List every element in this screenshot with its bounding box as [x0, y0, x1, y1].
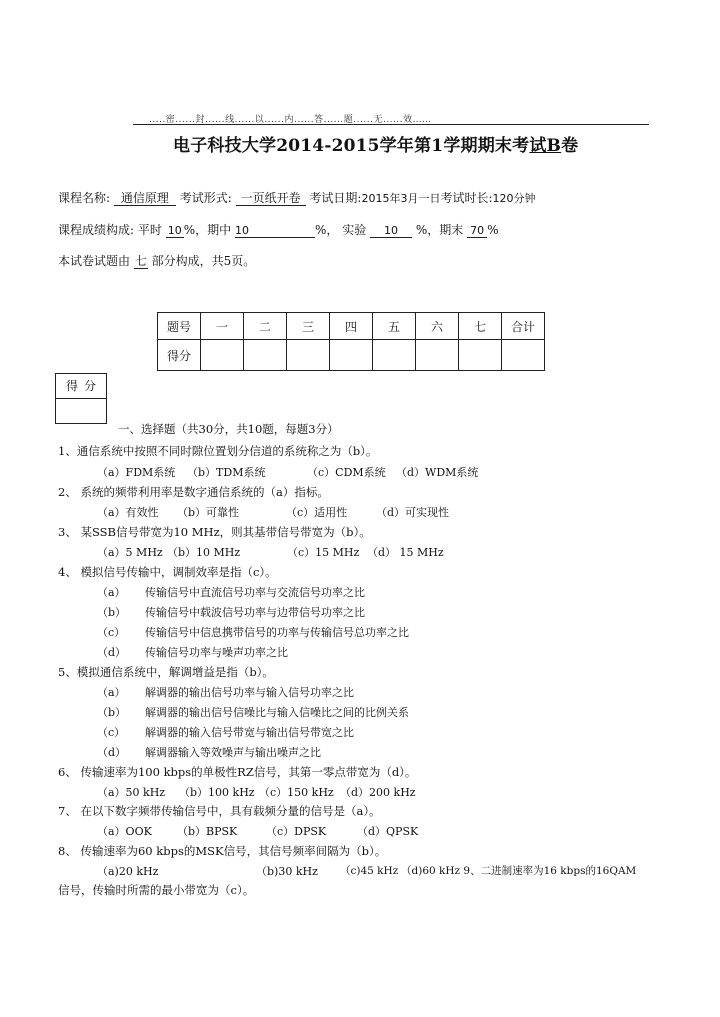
q8-option-d: （d)60 kHz 9、二进制速率为16 kbps的16QAM [401, 865, 637, 877]
q5-option-b-text: 解调器的输出信号信噪比与输入信噪比之间的比例关系 [145, 706, 409, 719]
section-score-blank [56, 399, 106, 423]
q2-option-b: （b）可靠性 [177, 506, 240, 519]
q3-option-d: （d） 15 MHz [367, 546, 444, 559]
score-cell [244, 340, 287, 371]
date-label: 考试日期: [309, 191, 362, 205]
score-cell [330, 340, 373, 371]
lab-value: 10 [370, 224, 412, 238]
parts-prefix: 本试卷试题由 [58, 254, 131, 268]
score-header-cell: 三 [287, 313, 330, 340]
q6-option-d: （d）200 kHz [340, 786, 416, 799]
seal-rule [133, 124, 649, 125]
question-6: 6、 传输速率为100 kbps的单极性RZ信号，其第一零点带宽为（d）。 [58, 765, 417, 779]
score-header-cell: 七 [459, 313, 502, 340]
q4-option-b-text: 传输信号中载波信号功率与边带信号功率之比 [145, 606, 365, 619]
score-row-label: 得分 [158, 340, 201, 371]
q5-option-b-tag: （b） [97, 706, 127, 719]
q7-option-a: （a）OOK [97, 825, 152, 838]
q5-option-d-text: 解调器输入等效噪声与输出噪声之比 [145, 746, 321, 759]
question-9-continued: 信号，传输时所需的最小带宽为（c）。 [58, 883, 255, 897]
q4-option-a-tag: （a） [97, 586, 126, 599]
q8-option-b: （b)30 kHz [256, 865, 318, 878]
q5-option-c-tag: （c） [97, 726, 126, 739]
final-suffix: % [487, 223, 499, 237]
course-label: 课程名称: [58, 191, 111, 205]
score-table-header-row [158, 313, 545, 340]
q8-option-c: （c)45 kHz [340, 865, 399, 877]
score-header-cell: 二 [244, 313, 287, 340]
score-header-cell: 题号 [158, 313, 201, 340]
q6-option-b: （b）100 kHz [179, 786, 255, 799]
section-title: 一、选择题（共30分，共10题，每题3分） [118, 422, 339, 436]
usual-value: 10 [167, 224, 182, 237]
score-cell [201, 340, 244, 371]
q4-option-b-tag: （b） [97, 606, 127, 619]
section-score-box [55, 373, 107, 424]
q4-option-a-text: 传输信号中直流信号功率与交流信号功率之比 [145, 586, 365, 599]
grade-info-line [58, 221, 499, 238]
q3-option-a: （a）5 MHz [97, 546, 163, 559]
q8-option-a: （a)20 kHz [97, 865, 159, 878]
question-3: 3、 某SSB信号带宽为10 MHz，则其基带信号带宽为（b）。 [58, 525, 371, 539]
q4-option-c-tag: （c） [97, 626, 126, 639]
q7-option-c: （c）DPSK [266, 825, 327, 838]
score-cell [373, 340, 416, 371]
question-7: 7、 在以下数字频带传输信号中，具有载频分量的信号是（a）。 [58, 804, 381, 818]
q1-option-a: （a）FDM系统 [97, 466, 176, 479]
q1-option-c: （c）CDM系统 [307, 466, 386, 479]
score-table-score-row [158, 340, 545, 371]
form-value: 一页纸开卷 [236, 192, 306, 206]
course-info-line [58, 189, 536, 206]
duration-value: 120分钟 [492, 192, 536, 205]
section-score-label: 得分 [56, 374, 106, 399]
title-underlined: 试B [529, 136, 562, 156]
q4-option-d-text: 传输信号功率与噪声功率之比 [145, 646, 288, 659]
date-value: 2015年3月一日 [361, 192, 441, 205]
parts-suffix: 部分构成，共5页。 [151, 254, 256, 268]
score-header-cell: 合计 [502, 313, 545, 340]
question-8: 8、 传输速率为60 kbps的MSK信号，其信号频率间隔为（b）。 [58, 844, 387, 858]
q5-option-c-text: 解调器的输入信号带宽与输出信号带宽之比 [145, 726, 354, 739]
q1-option-d: （d）WDM系统 [396, 466, 479, 479]
q7-option-b: （b）BPSK [177, 825, 238, 838]
title-main: 电子科技大学2014-2015学年第1学期期末考 [173, 136, 530, 156]
seal-line: .....密......封......线......以......内......答......题......无......效…… [149, 115, 432, 125]
score-cell [287, 340, 330, 371]
q5-option-a-text: 解调器的输出信号功率与输入信号功率之比 [145, 686, 354, 699]
parts-value: 七 [134, 254, 147, 268]
q2-option-c: （c）适用性 [286, 506, 348, 519]
q1-option-b: （b）TDM系统 [187, 466, 266, 479]
q4-option-d-tag: （d） [97, 646, 127, 659]
score-cell [459, 340, 502, 371]
q2-option-a: （a）有效性 [97, 506, 159, 519]
title-end: 卷 [561, 136, 579, 156]
score-header-cell: 五 [373, 313, 416, 340]
question-5: 5、模拟通信系统中，解调增益是指（b）。 [58, 665, 274, 679]
question-4: 4、 模拟信号传输中，调制效率是指（c）。 [58, 565, 277, 579]
q2-option-d: （d）可实现性 [376, 506, 450, 519]
final-value: 70 [467, 224, 487, 238]
grade-label: 课程成绩构成: [58, 223, 135, 237]
q6-option-c: （c）150 kHz [259, 786, 334, 799]
lab-label: 实验 [342, 223, 367, 237]
page-title [173, 131, 578, 156]
score-cell [502, 340, 545, 371]
form-label: 考试形式: [179, 191, 232, 205]
score-header-cell: 六 [416, 313, 459, 340]
mid-suffix: %， [314, 223, 339, 237]
mid-value: 10 [235, 224, 315, 238]
q3-option-c: （c）15 MHz [287, 546, 360, 559]
parts-info-line [58, 252, 255, 269]
score-cell [416, 340, 459, 371]
score-table [157, 312, 545, 371]
q4-option-c-text: 传输信号中信息携带信号的功率与传输信号总功率之比 [145, 626, 409, 639]
score-header-cell: 四 [330, 313, 373, 340]
q5-option-a-tag: （a） [97, 686, 126, 699]
q6-option-a: （a）50 kHz [97, 786, 166, 799]
score-header-cell: 一 [201, 313, 244, 340]
q5-option-d-tag: （d） [97, 746, 127, 759]
usual-suffix: %，期中 [183, 223, 232, 237]
q7-option-d: （d）QPSK [357, 825, 419, 838]
duration-label: 考试时长: [440, 191, 493, 205]
course-value: 通信原理 [114, 192, 176, 206]
question-1: 1、通信系统中按照不同时隙位置划分信道的系统称之为（b）。 [58, 444, 378, 458]
lab-suffix: %，期末 [415, 223, 464, 237]
q3-option-b: （b）10 MHz [167, 546, 241, 559]
usual-label: 平时 [137, 223, 162, 237]
question-2: 2、 系统的频带利用率是数字通信系统的（a）指标。 [58, 485, 329, 499]
